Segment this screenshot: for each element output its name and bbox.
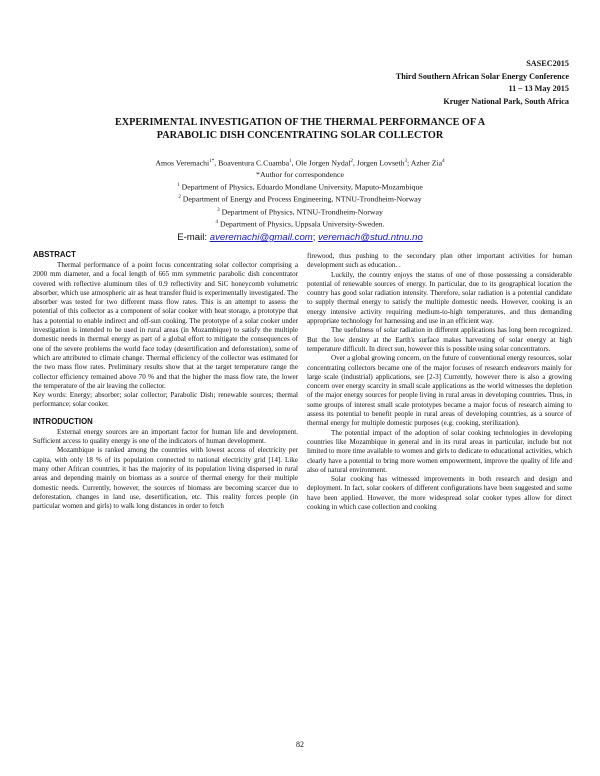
- paper-title: [40, 116, 560, 142]
- author-name: Amos Veremachi: [155, 158, 210, 168]
- body-paragraph: firewood, thus pushing to the secondary plan other important activities for human development such as education. .: [307, 252, 572, 270]
- body-paragraph: The usefulness of solar radiation in different applications has long been recognized. But the low density at the Earth's surface makes harvesting of solar energy at high temperature difficult. In direct sun, however this is possible using solar concentrators.: [307, 326, 572, 353]
- page-number: 82: [296, 740, 304, 749]
- conference-name: Third Southern African Solar Energy Conference: [395, 71, 569, 81]
- abstract-heading: ABSTRACT: [33, 250, 76, 259]
- body-paragraph: Over a global growing concern, on the future of conventional energy resources, solar concentrating collectors became one of the major focuses of research endeavors mainly for large scale (industrial) applications, see [2-3] Currently, however there is also a growing concern over energy scarcity in small scale applications as the world witnesses the depletion of the major energy sources for people living in rural areas in developing countries. Thus, in some groups of interest small scale prototypes became a major focus of research aiming to assess its potential to benefit people in rural areas of developing countries, as a source of thermal energy for multiple domestic purposes (e.g. cooking, sterilization).: [307, 354, 572, 428]
- right-column: [307, 252, 572, 512]
- author-name: Ole Jorgen Nydal: [295, 158, 351, 168]
- title-line-1: EXPERIMENTAL INVESTIGATION OF THE THERMAL PERFORMANCE OF A: [114, 117, 486, 128]
- left-column: [33, 250, 298, 511]
- affiliation: $^1$ Department of Physics, Eduardo Mondlane University, Maputo-Mozambique: [177, 182, 423, 192]
- intro-paragraph: Mozambique is ranked among the countries with lowest access of electricity per capita, with only 18 % of its population connected to national electricity grid [14]. Like many other African countries, it has the majority of its population living dispersed in rural areas and depending mainly on biomass as a source of thermal energy for their multiple domestic needs. Currently, however, the sources of biomass are becoming scarcer due to deforestation, changes in land use, desertification, etc. This reality forces people (in particular women and girls) to walk long distances in order to fetch: [33, 446, 298, 511]
- email-link-1[interactable]: averemachi@gmail.com: [209, 231, 313, 243]
- body-paragraph: Luckily, the country enjoys the status of one of those possessing a considerable potential of renewable sources of energy. In particular, due to its geographical location the country has good solar radiation intensity. Therefore, solar radiation is a potential candidate to supply thermal energy to satisfy the multiple domestic needs. However, cooking is an energy intensive activity requiring medium-to-high temperatures, and thus demanding appropriate technology for harnessing and use in an efficient way.: [307, 270, 572, 326]
- affiliation: $^2$ Department of Energy and Process Engineering, NTNU-Trondheim-Norway: [178, 194, 422, 204]
- author-name: Boaventura C.Cuamba: [218, 158, 290, 168]
- keywords: Key words: Energy; absorber; solar collector; Parabolic Dish; renewable sources; thermal performance; solar cooker.: [33, 391, 298, 409]
- title-line-2: PARABOLIC DISH CONCENTRATING SOLAR COLLECTOR: [156, 130, 444, 141]
- body-paragraph: Solar cooking has witnessed improvements in both research and design and deployment. In fact, solar cookers of different configurations have been suggested and some have been applied. However, the more widespread solar cooker types allow for direct cooking in which case collection and cooking: [307, 475, 572, 512]
- author-name: Jorgen Lovseth: [356, 158, 405, 168]
- conference-header: [396, 58, 569, 108]
- affiliation: $^4$ Department of Physics, Uppsala University-Sweden.: [215, 219, 385, 229]
- email-link-2[interactable]: veremach@stud.ntnu.no: [318, 231, 423, 243]
- introduction-heading: INTRODUCTION: [33, 416, 93, 426]
- author-name: Azher Zia: [410, 158, 443, 168]
- email-line: E-mail: averemachi@gmail.com; veremach@stud.ntnu.no: [177, 231, 423, 243]
- intro-paragraph: External energy sources are an important factor for human life and development. Sufficient access to quality energy is one of the indicators of human development.: [33, 427, 298, 446]
- author-list: Amos Veremachi$^{1*}$, Boaventura C.Cuamba$^1$, Ole Jorgen Nydal$^2$, Jorgen Lovseth$^3$; Azher Zia$^4$: [155, 158, 445, 168]
- conference-place: Kruger National Park, South Africa: [443, 96, 569, 106]
- conference-code: SASEC2015: [526, 59, 569, 68]
- body-paragraph: The potential impact of the adoption of solar cooking technologies in developing countries like Mozambique in general and in its rural areas in particular, include but not limited to more time available to women and girls to dedicate to educational activities, which clearly have a potential to bring more women empowerment, improve the quality of life and also of natural environment.: [307, 428, 572, 474]
- conference-dates: 11 – 13 May 2015: [508, 84, 569, 93]
- author-note: *Author for correspondence: [256, 169, 344, 179]
- abstract-text: Thermal performance of a point focus concentrating solar collector comprising a 2000 mm diameter, and a focal length of 665 mm symmetric parabolic dish concentrator covered with reflective aluminum tiles of 0.9 reflectivity and SiC honeycomb volumetric absorber, which use atmospheric air as heat transfer fluid is experimentally investigated. The absorber was tested for two different mass flow rates. This is an attempt to assess the potential of this collector as a component of solar cooker with heat storage, a prototype that has a potential to enable indirect and off-sun cooking. The prototype of a solar cooker under investigation is intended to be used in rural areas (in Mozambique) to satisfy the multiple domestic needs in thermal energy as part of a global effort to mitigate the consequences of one of the severe problems the world face today (desertification and deforestation), some of which are attributed to climate change. Thermal efficiency of the collector was estimated for the two mass flow rates. Preliminary results show that at the target temperature range the collector efficiency remained above 70 % and that the higher the mass flow rate, the lower the temperature of the air leaving the collector.: [33, 261, 298, 390]
- email-label: E-mail:: [177, 231, 208, 243]
- author-block: [40, 156, 560, 243]
- affiliation: $^3$ Department of Physics, NTNU-Trondheim-Norway: [217, 207, 383, 217]
